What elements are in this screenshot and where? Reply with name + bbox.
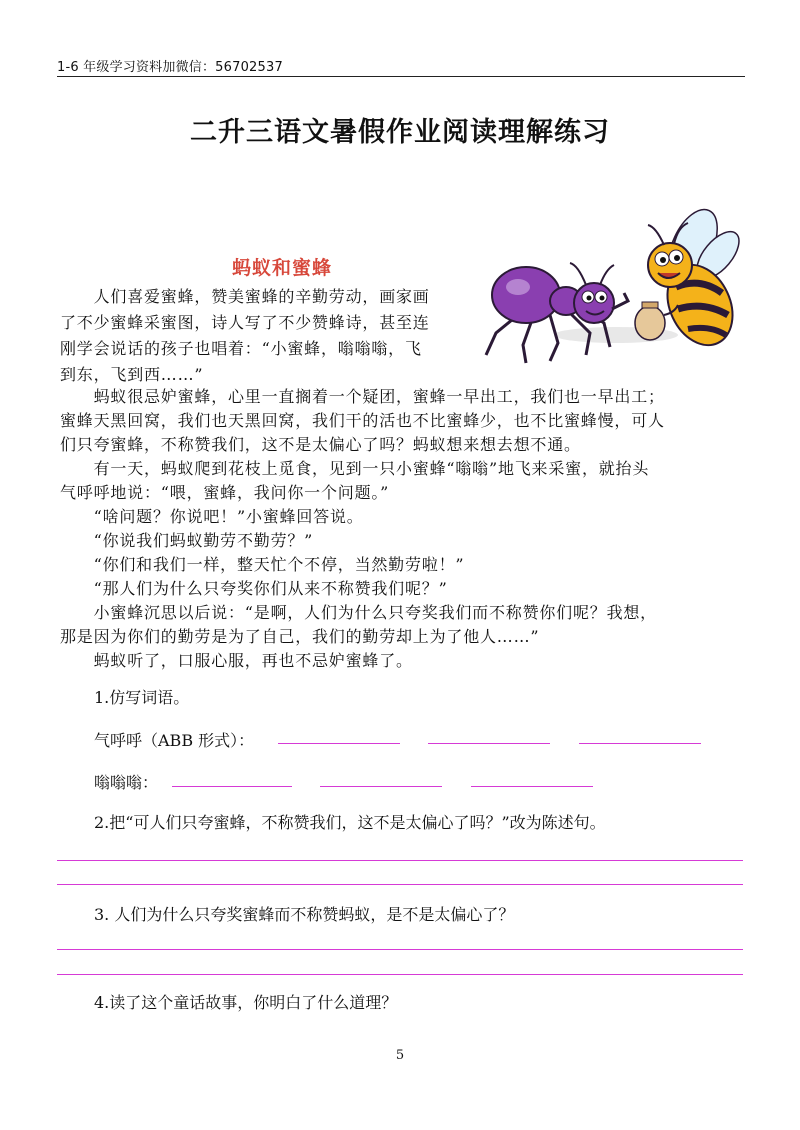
answer-blank[interactable] bbox=[579, 743, 701, 744]
answer-line[interactable] bbox=[57, 949, 743, 950]
page-title: 二升三语文暑假作业阅读理解练习 bbox=[190, 117, 610, 148]
question-3: 3. 人们为什么只夸奖蜜蜂而不称赞蚂蚁，是不是太偏心了？ bbox=[94, 905, 515, 924]
story-line: 蜜蜂天黑回窝，我们也天黑回窝，我们干的活也不比蜜蜂少，也不比蜜蜂慢，可人 bbox=[60, 411, 665, 430]
ant-and-bee-illustration bbox=[478, 205, 753, 370]
story-line: 们只夸蜜蜂，不称赞我们，这不是太偏心了吗？蚂蚁想来想去想不通。 bbox=[60, 435, 581, 454]
answer-line[interactable] bbox=[57, 860, 743, 861]
story-line: 刚学会说话的孩子也唱着：“小蜜蜂，嗡嗡嗡，飞 bbox=[60, 339, 422, 358]
answer-blank[interactable] bbox=[471, 786, 593, 787]
story-line: 那是因为你们的勤劳是为了自己，我们的勤劳却上为了他人……” bbox=[60, 627, 540, 646]
story-line: 小蜜蜂沉思以后说：“是啊，人们为什么只夸奖我们而不称赞你们呢？我想， bbox=[60, 603, 657, 622]
story-line: 到东，飞到西……” bbox=[60, 365, 204, 384]
answer-blank[interactable] bbox=[172, 786, 292, 787]
answer-line[interactable] bbox=[57, 974, 743, 975]
bee-icon bbox=[635, 205, 747, 356]
answer-blank[interactable] bbox=[428, 743, 550, 744]
answer-blank[interactable] bbox=[320, 786, 442, 787]
story-line: 人们喜爱蜜蜂，赞美蜜蜂的辛勤劳动，画家画 bbox=[60, 287, 430, 306]
story-line: “那人们为什么只夸奖你们从来不称赞我们呢？” bbox=[60, 579, 448, 598]
header-divider bbox=[57, 76, 745, 77]
answer-line[interactable] bbox=[57, 884, 743, 885]
question-4: 4.读了这个童话故事，你明白了什么道理？ bbox=[94, 993, 398, 1012]
story-line: 了不少蜜蜂采蜜图，诗人写了不少赞蜂诗，甚至连 bbox=[60, 313, 430, 332]
story-line: 有一天，蚂蚁爬到花枝上觅食，见到一只小蜜蜂“嗡嗡”地飞来采蜜，就抬头 bbox=[60, 459, 650, 478]
question-1a-label: 气呼呼（ABB 形式）： bbox=[94, 731, 255, 750]
story-line: 蚂蚁很忌妒蜜蜂，心里一直搁着一个疑团，蜜蜂一早出工，我们也一早出工； bbox=[60, 387, 665, 406]
answer-blank[interactable] bbox=[278, 743, 400, 744]
story-line: “你们和我们一样，整天忙个不停，当然勤劳啦！” bbox=[60, 555, 465, 574]
page-number: 5 bbox=[395, 1048, 405, 1063]
story-title: 蚂蚁和蜜蜂 bbox=[232, 257, 333, 279]
question-1: 1.仿写词语。 bbox=[94, 688, 190, 707]
question-1b-label: 嗡嗡嗡： bbox=[94, 773, 159, 792]
story-line: 蚂蚁听了，口服心服，再也不忌妒蜜蜂了。 bbox=[60, 651, 413, 670]
story-line: 气呼呼地说：“喂，蜜蜂，我问你一个问题。” bbox=[60, 483, 390, 502]
question-2: 2.把“可人们只夸蜜蜂，不称赞我们，这不是太偏心了吗？”改为陈述句。 bbox=[94, 813, 606, 832]
header-text: 1-6 年级学习资料加微信：56702537 bbox=[57, 60, 283, 75]
story-line: “你说我们蚂蚁勤劳不勤劳？” bbox=[60, 531, 314, 550]
story-line: “啥问题？你说吧！”小蜜蜂回答说。 bbox=[60, 507, 364, 526]
